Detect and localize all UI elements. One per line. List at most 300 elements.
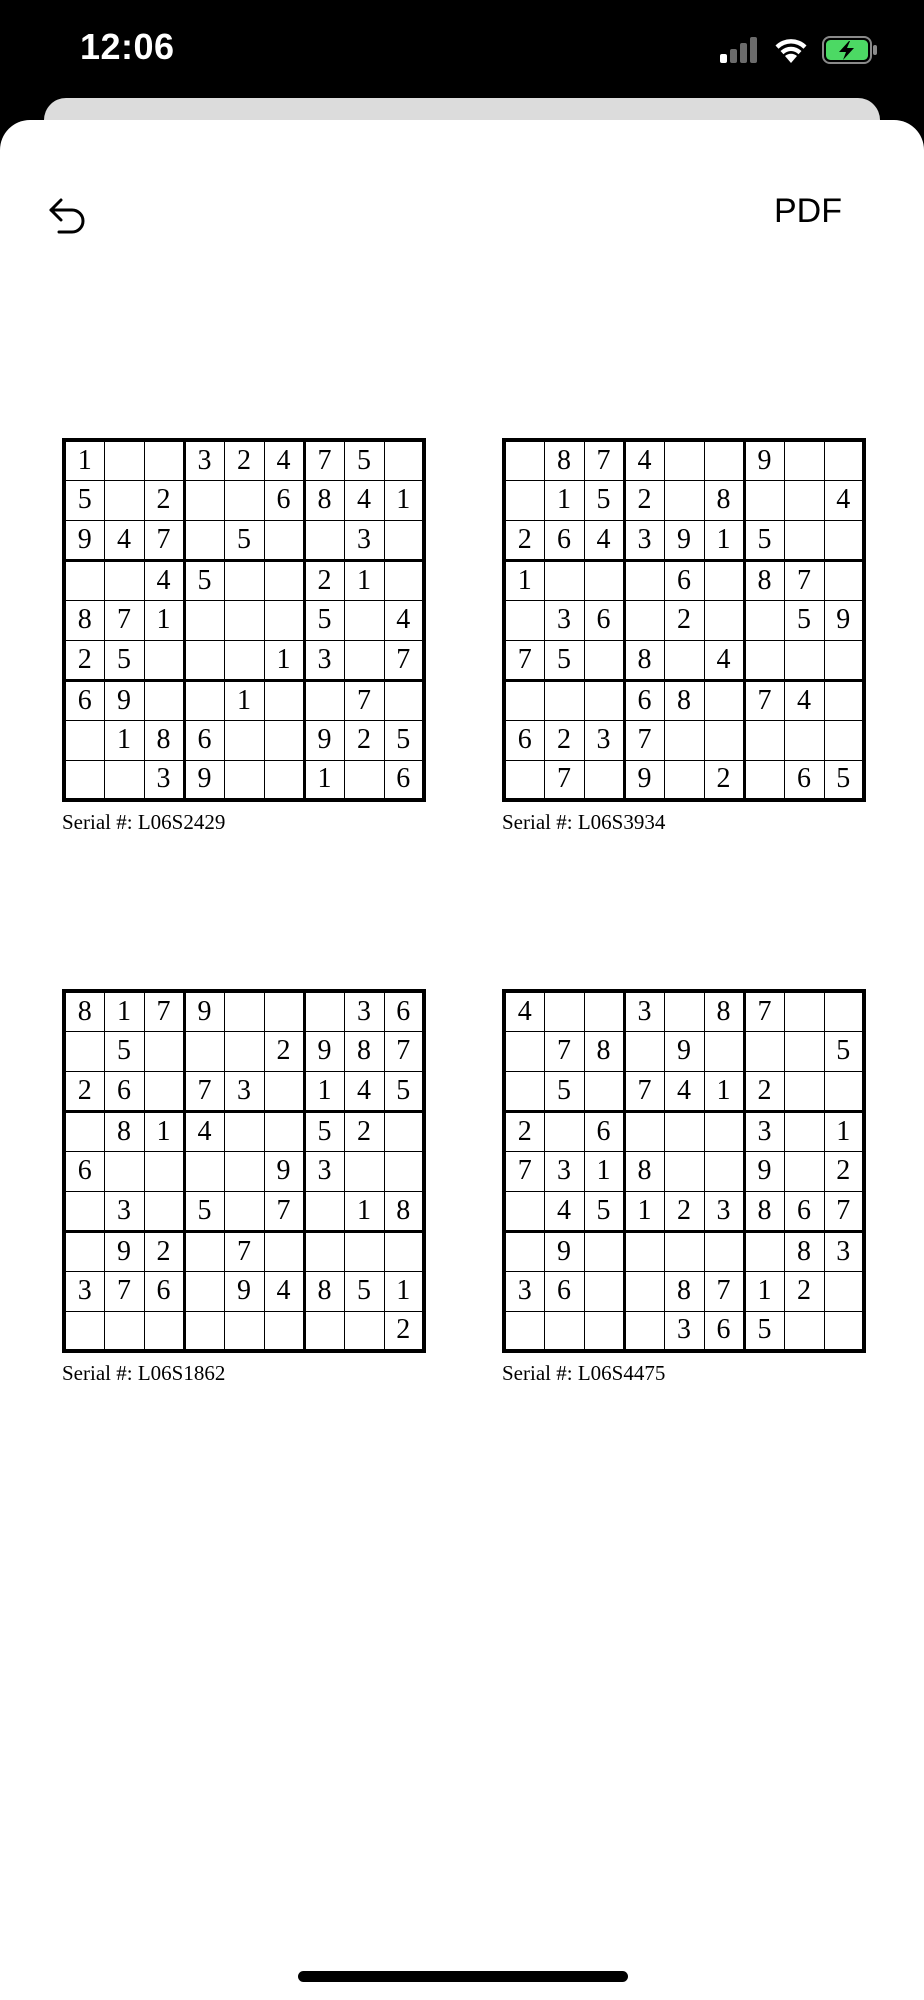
grid-cell bbox=[224, 1031, 264, 1071]
grid-cell bbox=[504, 1031, 544, 1071]
puzzle-card bbox=[502, 438, 862, 835]
grid-cell: 1 bbox=[144, 1111, 184, 1151]
grid-cell: 1 bbox=[704, 1071, 744, 1111]
grid-cell bbox=[744, 760, 784, 800]
grid-cell: 2 bbox=[144, 480, 184, 520]
grid-cell bbox=[664, 440, 704, 480]
undo-arrow-icon bbox=[46, 194, 90, 238]
status-bar bbox=[0, 0, 924, 100]
grid-cell: 3 bbox=[624, 520, 664, 560]
grid-cell bbox=[304, 1311, 344, 1351]
grid-cell bbox=[504, 680, 544, 720]
grid-cell: 4 bbox=[504, 991, 544, 1031]
grid-cell: 1 bbox=[824, 1111, 864, 1151]
grid-cell: 2 bbox=[664, 1191, 704, 1231]
grid-cell: 9 bbox=[624, 760, 664, 800]
grid-cell: 1 bbox=[384, 480, 424, 520]
grid-cell: 1 bbox=[264, 640, 304, 680]
grid-row bbox=[64, 1311, 424, 1351]
grid-cell: 6 bbox=[104, 1071, 144, 1111]
grid-cell: 9 bbox=[304, 720, 344, 760]
grid-cell: 9 bbox=[184, 760, 224, 800]
grid-cell: 3 bbox=[664, 1311, 704, 1351]
grid-cell: 7 bbox=[624, 1071, 664, 1111]
grid-cell bbox=[624, 1231, 664, 1271]
grid-cell bbox=[784, 520, 824, 560]
grid-row bbox=[64, 991, 424, 1031]
grid-cell bbox=[344, 640, 384, 680]
grid-cell bbox=[624, 560, 664, 600]
grid-cell bbox=[824, 640, 864, 680]
grid-cell bbox=[224, 991, 264, 1031]
grid-cell bbox=[704, 1031, 744, 1071]
grid-cell: 3 bbox=[304, 640, 344, 680]
grid-cell: 4 bbox=[544, 1191, 584, 1231]
grid-cell: 7 bbox=[544, 760, 584, 800]
grid-cell bbox=[224, 640, 264, 680]
grid-cell bbox=[184, 1311, 224, 1351]
grid-cell: 9 bbox=[264, 1151, 304, 1191]
grid-cell bbox=[384, 1231, 424, 1271]
grid-cell bbox=[784, 480, 824, 520]
grid-cell bbox=[104, 440, 144, 480]
grid-cell bbox=[384, 520, 424, 560]
grid-cell: 3 bbox=[64, 1271, 104, 1311]
grid-row bbox=[504, 440, 864, 480]
grid-cell bbox=[264, 600, 304, 640]
grid-cell bbox=[824, 1271, 864, 1311]
grid-cell: 9 bbox=[544, 1231, 584, 1271]
grid-cell bbox=[584, 1311, 624, 1351]
grid-cell: 5 bbox=[584, 480, 624, 520]
serial-number: Serial #: L06S4475 bbox=[502, 1361, 666, 1385]
grid-row bbox=[504, 640, 864, 680]
sudoku-grid bbox=[62, 438, 426, 802]
grid-cell bbox=[64, 560, 104, 600]
grid-cell: 9 bbox=[104, 680, 144, 720]
grid-cell bbox=[264, 991, 304, 1031]
grid-cell bbox=[624, 1271, 664, 1311]
grid-cell bbox=[384, 680, 424, 720]
grid-cell bbox=[104, 560, 144, 600]
grid-cell: 4 bbox=[264, 1271, 304, 1311]
grid-cell: 4 bbox=[144, 560, 184, 600]
grid-cell bbox=[824, 991, 864, 1031]
grid-cell bbox=[704, 440, 744, 480]
grid-cell bbox=[784, 1151, 824, 1191]
grid-cell bbox=[224, 720, 264, 760]
grid-cell: 8 bbox=[664, 680, 704, 720]
puzzle-card bbox=[502, 989, 862, 1386]
grid-cell bbox=[264, 520, 304, 560]
grid-cell: 4 bbox=[784, 680, 824, 720]
grid-cell: 7 bbox=[144, 520, 184, 560]
grid-cell: 4 bbox=[384, 600, 424, 640]
grid-cell: 1 bbox=[64, 440, 104, 480]
grid-cell: 8 bbox=[144, 720, 184, 760]
grid-cell bbox=[264, 760, 304, 800]
sudoku-grid bbox=[62, 989, 426, 1353]
grid-cell bbox=[704, 1151, 744, 1191]
grid-row bbox=[504, 1031, 864, 1071]
grid-cell: 6 bbox=[784, 1191, 824, 1231]
grid-cell bbox=[824, 520, 864, 560]
grid-cell: 5 bbox=[824, 760, 864, 800]
grid-cell bbox=[264, 1231, 304, 1271]
grid-cell: 5 bbox=[744, 1311, 784, 1351]
grid-cell bbox=[584, 560, 624, 600]
grid-cell bbox=[104, 480, 144, 520]
grid-cell bbox=[824, 1071, 864, 1111]
grid-cell bbox=[784, 991, 824, 1031]
grid-cell bbox=[384, 1111, 424, 1151]
grid-cell bbox=[664, 760, 704, 800]
grid-cell bbox=[304, 1231, 344, 1271]
grid-cell: 3 bbox=[624, 991, 664, 1031]
grid-cell: 8 bbox=[304, 1271, 344, 1311]
home-indicator bbox=[298, 1971, 628, 1982]
grid-cell: 6 bbox=[384, 760, 424, 800]
grid-row bbox=[64, 640, 424, 680]
grid-cell bbox=[824, 720, 864, 760]
grid-cell: 8 bbox=[624, 1151, 664, 1191]
wifi-icon bbox=[774, 37, 808, 63]
grid-cell bbox=[504, 1191, 544, 1231]
grid-cell bbox=[704, 720, 744, 760]
grid-row bbox=[504, 560, 864, 600]
grid-cell bbox=[664, 720, 704, 760]
grid-cell bbox=[184, 1231, 224, 1271]
grid-cell bbox=[544, 1311, 584, 1351]
grid-cell: 5 bbox=[104, 1031, 144, 1071]
grid-cell: 7 bbox=[744, 991, 784, 1031]
grid-cell: 2 bbox=[64, 1071, 104, 1111]
grid-cell bbox=[224, 1311, 264, 1351]
grid-cell: 4 bbox=[344, 480, 384, 520]
grid-cell: 1 bbox=[384, 1271, 424, 1311]
grid-cell: 4 bbox=[824, 480, 864, 520]
grid-cell bbox=[664, 1111, 704, 1151]
grid-cell bbox=[184, 1151, 224, 1191]
grid-cell: 5 bbox=[344, 1271, 384, 1311]
grid-cell: 7 bbox=[264, 1191, 304, 1231]
grid-cell: 1 bbox=[224, 680, 264, 720]
grid-cell bbox=[544, 560, 584, 600]
grid-cell: 3 bbox=[744, 1111, 784, 1151]
grid-cell bbox=[784, 1031, 824, 1071]
grid-cell: 1 bbox=[304, 1071, 344, 1111]
grid-cell bbox=[224, 600, 264, 640]
grid-row bbox=[504, 1271, 864, 1311]
grid-cell: 5 bbox=[744, 520, 784, 560]
grid-cell bbox=[344, 1151, 384, 1191]
grid-cell bbox=[144, 1151, 184, 1191]
grid-row bbox=[504, 1231, 864, 1271]
grid-cell bbox=[184, 680, 224, 720]
grid-cell: 4 bbox=[264, 440, 304, 480]
grid-cell bbox=[264, 680, 304, 720]
grid-cell: 5 bbox=[184, 1191, 224, 1231]
grid-cell: 9 bbox=[664, 520, 704, 560]
grid-cell bbox=[184, 600, 224, 640]
grid-row bbox=[64, 440, 424, 480]
grid-cell: 7 bbox=[184, 1071, 224, 1111]
grid-cell bbox=[504, 1311, 544, 1351]
grid-row bbox=[504, 1191, 864, 1231]
grid-cell bbox=[504, 600, 544, 640]
grid-cell bbox=[624, 600, 664, 640]
grid-cell bbox=[504, 480, 544, 520]
grid-cell: 2 bbox=[304, 560, 344, 600]
grid-cell bbox=[544, 1111, 584, 1151]
grid-cell: 1 bbox=[504, 560, 544, 600]
sudoku-grid bbox=[502, 438, 866, 802]
grid-cell bbox=[144, 1191, 184, 1231]
grid-cell bbox=[784, 1311, 824, 1351]
grid-cell: 5 bbox=[304, 1111, 344, 1151]
grid-cell: 4 bbox=[664, 1071, 704, 1111]
grid-cell: 5 bbox=[344, 440, 384, 480]
grid-cell bbox=[704, 1231, 744, 1271]
grid-cell: 1 bbox=[584, 1151, 624, 1191]
grid-cell: 9 bbox=[224, 1271, 264, 1311]
grid-cell bbox=[664, 640, 704, 680]
grid-row bbox=[64, 760, 424, 800]
grid-row bbox=[64, 1031, 424, 1071]
grid-cell: 7 bbox=[384, 640, 424, 680]
grid-cell: 4 bbox=[584, 520, 624, 560]
grid-cell: 7 bbox=[624, 720, 664, 760]
puzzle-card bbox=[62, 438, 422, 835]
grid-cell: 5 bbox=[384, 720, 424, 760]
grid-cell: 1 bbox=[544, 480, 584, 520]
grid-cell bbox=[744, 600, 784, 640]
grid-cell: 5 bbox=[824, 1031, 864, 1071]
grid-cell: 8 bbox=[784, 1231, 824, 1271]
grid-cell bbox=[784, 640, 824, 680]
grid-cell: 1 bbox=[304, 760, 344, 800]
grid-cell: 9 bbox=[304, 1031, 344, 1071]
grid-cell: 6 bbox=[64, 680, 104, 720]
grid-cell bbox=[744, 480, 784, 520]
battery-charging-icon bbox=[822, 36, 878, 64]
grid-cell: 5 bbox=[224, 520, 264, 560]
grid-cell: 8 bbox=[704, 991, 744, 1031]
grid-cell: 1 bbox=[624, 1191, 664, 1231]
grid-cell bbox=[384, 560, 424, 600]
grid-cell: 9 bbox=[184, 991, 224, 1031]
grid-cell bbox=[584, 1271, 624, 1311]
grid-cell bbox=[264, 1071, 304, 1111]
grid-cell: 7 bbox=[544, 1031, 584, 1071]
grid-cell bbox=[144, 640, 184, 680]
grid-cell: 7 bbox=[584, 440, 624, 480]
grid-cell bbox=[504, 440, 544, 480]
grid-cell: 2 bbox=[824, 1151, 864, 1191]
grid-cell: 8 bbox=[104, 1111, 144, 1151]
grid-cell: 1 bbox=[104, 720, 144, 760]
grid-cell: 1 bbox=[744, 1271, 784, 1311]
grid-row bbox=[504, 1071, 864, 1111]
grid-cell bbox=[224, 560, 264, 600]
grid-cell: 2 bbox=[544, 720, 584, 760]
grid-cell: 2 bbox=[264, 1031, 304, 1071]
grid-cell: 2 bbox=[344, 720, 384, 760]
grid-cell bbox=[824, 1311, 864, 1351]
grid-cell bbox=[64, 1191, 104, 1231]
grid-cell: 2 bbox=[624, 480, 664, 520]
grid-cell: 2 bbox=[744, 1071, 784, 1111]
grid-cell: 3 bbox=[224, 1071, 264, 1111]
grid-cell bbox=[104, 1151, 144, 1191]
grid-cell bbox=[304, 680, 344, 720]
serial-number: Serial #: L06S3934 bbox=[502, 810, 666, 834]
grid-cell: 8 bbox=[664, 1271, 704, 1311]
grid-cell: 6 bbox=[664, 560, 704, 600]
pdf-button[interactable]: PDF bbox=[774, 192, 842, 230]
grid-cell: 6 bbox=[544, 1271, 584, 1311]
grid-cell: 3 bbox=[144, 760, 184, 800]
grid-cell bbox=[784, 1071, 824, 1111]
grid-cell bbox=[584, 991, 624, 1031]
grid-row bbox=[64, 680, 424, 720]
grid-row bbox=[504, 1311, 864, 1351]
grid-cell: 9 bbox=[824, 600, 864, 640]
grid-cell bbox=[64, 1311, 104, 1351]
grid-cell: 3 bbox=[584, 720, 624, 760]
grid-row bbox=[504, 1111, 864, 1151]
grid-cell: 5 bbox=[64, 480, 104, 520]
grid-cell bbox=[264, 1111, 304, 1151]
grid-cell bbox=[144, 1031, 184, 1071]
status-icons bbox=[720, 32, 878, 68]
grid-row bbox=[504, 1151, 864, 1191]
grid-cell: 7 bbox=[704, 1271, 744, 1311]
grid-cell bbox=[64, 720, 104, 760]
grid-cell bbox=[584, 760, 624, 800]
grid-cell bbox=[744, 1031, 784, 1071]
grid-cell: 4 bbox=[184, 1111, 224, 1151]
grid-cell: 1 bbox=[344, 1191, 384, 1231]
grid-row bbox=[64, 480, 424, 520]
grid-cell: 9 bbox=[744, 1151, 784, 1191]
grid-cell: 7 bbox=[824, 1191, 864, 1231]
grid-cell bbox=[264, 720, 304, 760]
grid-cell bbox=[664, 991, 704, 1031]
grid-cell: 7 bbox=[344, 680, 384, 720]
grid-cell bbox=[584, 680, 624, 720]
grid-cell bbox=[224, 760, 264, 800]
grid-cell: 7 bbox=[104, 600, 144, 640]
grid-cell bbox=[184, 1031, 224, 1071]
grid-row bbox=[64, 560, 424, 600]
grid-cell bbox=[264, 1311, 304, 1351]
grid-cell: 4 bbox=[344, 1071, 384, 1111]
grid-cell: 2 bbox=[384, 1311, 424, 1351]
grid-row bbox=[504, 600, 864, 640]
grid-cell bbox=[664, 480, 704, 520]
grid-cell: 8 bbox=[344, 1031, 384, 1071]
grid-cell bbox=[704, 680, 744, 720]
grid-cell bbox=[584, 640, 624, 680]
grid-cell bbox=[784, 440, 824, 480]
grid-cell: 6 bbox=[784, 760, 824, 800]
grid-cell bbox=[624, 1031, 664, 1071]
grid-row bbox=[64, 1071, 424, 1111]
grid-cell: 8 bbox=[744, 560, 784, 600]
grid-cell: 7 bbox=[504, 640, 544, 680]
grid-cell bbox=[384, 440, 424, 480]
grid-cell bbox=[784, 720, 824, 760]
grid-cell bbox=[304, 1191, 344, 1231]
grid-cell bbox=[64, 1231, 104, 1271]
grid-cell: 6 bbox=[384, 991, 424, 1031]
grid-row bbox=[64, 720, 424, 760]
grid-cell: 5 bbox=[584, 1191, 624, 1231]
grid-cell bbox=[584, 1071, 624, 1111]
grid-cell: 3 bbox=[824, 1231, 864, 1271]
grid-cell: 9 bbox=[104, 1231, 144, 1271]
grid-cell bbox=[824, 560, 864, 600]
grid-cell: 9 bbox=[744, 440, 784, 480]
grid-cell bbox=[224, 1191, 264, 1231]
grid-cell bbox=[104, 1311, 144, 1351]
grid-cell: 1 bbox=[144, 600, 184, 640]
grid-cell: 6 bbox=[624, 680, 664, 720]
grid-cell bbox=[64, 760, 104, 800]
grid-row bbox=[64, 520, 424, 560]
grid-cell bbox=[184, 520, 224, 560]
grid-cell bbox=[264, 560, 304, 600]
grid-row bbox=[64, 1151, 424, 1191]
grid-cell: 2 bbox=[224, 440, 264, 480]
grid-cell bbox=[144, 1311, 184, 1351]
grid-cell bbox=[304, 520, 344, 560]
grid-cell: 6 bbox=[704, 1311, 744, 1351]
grid-cell: 3 bbox=[704, 1191, 744, 1231]
grid-cell: 7 bbox=[504, 1151, 544, 1191]
grid-cell: 4 bbox=[704, 640, 744, 680]
grid-cell bbox=[504, 1231, 544, 1271]
grid-cell bbox=[104, 760, 144, 800]
grid-cell bbox=[184, 1271, 224, 1311]
grid-cell: 4 bbox=[624, 440, 664, 480]
grid-cell bbox=[144, 440, 184, 480]
puzzle-card bbox=[62, 989, 422, 1386]
grid-cell: 8 bbox=[744, 1191, 784, 1231]
grid-cell bbox=[624, 1111, 664, 1151]
grid-row bbox=[504, 991, 864, 1031]
grid-cell: 5 bbox=[544, 640, 584, 680]
back-button[interactable] bbox=[40, 188, 96, 244]
grid-cell bbox=[64, 1031, 104, 1071]
grid-cell: 6 bbox=[584, 600, 624, 640]
grid-cell: 2 bbox=[664, 600, 704, 640]
grid-cell bbox=[824, 680, 864, 720]
grid-cell: 8 bbox=[544, 440, 584, 480]
grid-cell bbox=[584, 1231, 624, 1271]
grid-cell: 6 bbox=[544, 520, 584, 560]
grid-cell: 5 bbox=[304, 600, 344, 640]
grid-cell bbox=[224, 480, 264, 520]
grid-cell bbox=[224, 1111, 264, 1151]
grid-cell: 2 bbox=[704, 760, 744, 800]
grid-cell: 6 bbox=[584, 1111, 624, 1151]
grid-cell: 8 bbox=[624, 640, 664, 680]
grid-row bbox=[64, 1231, 424, 1271]
grid-cell bbox=[624, 1311, 664, 1351]
grid-cell: 5 bbox=[104, 640, 144, 680]
